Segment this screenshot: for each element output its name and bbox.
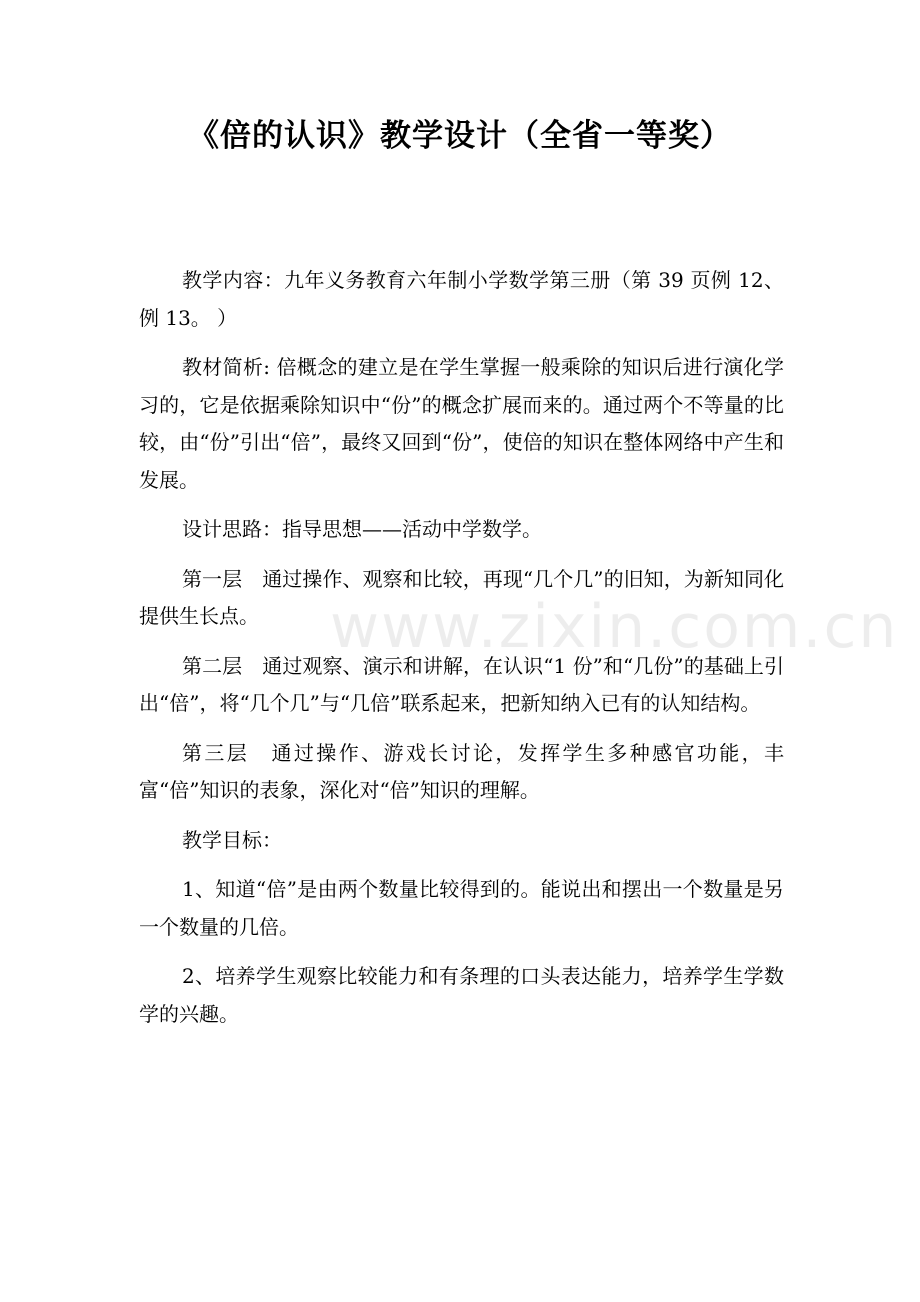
paragraph-layer-one: 第一层 通过操作、观察和比较，再现“几个几”的旧知，为新知同化提供生长点。	[139, 566, 784, 628]
paragraph-design-idea: 设计思路：指导思想——活动中学数学。	[182, 517, 542, 541]
paragraph-goal-two: 2、培养学生观察比较能力和有条理的口头表达能力，培养学生学数学的兴趣。	[139, 964, 784, 1026]
paragraph-material-analysis: 教材简析: 倍概念的建立是在学生掌握一般乘除的知识后进行演化学习的，它是依据乘除知识中“份”的概念扩展而来的。通过两个不等量的比较，由“份”引出“倍”，最终又回到“份”，使倍的知识在整体网络中产生和发展。	[139, 355, 784, 492]
paragraph-layer-three: 第三层 通过操作、游戏长讨论，发挥学生多种感官功能，丰富“倍”知识的表象，深化对“倍”知识的理解。	[139, 740, 784, 802]
paragraph-teaching-goals-heading: 教学目标：	[182, 827, 282, 852]
paragraph-teaching-content: 教学内容：九年义务教育六年制小学数学第三册（第 39 页例 12、例 13。 ）	[139, 268, 784, 330]
watermark: www.zixin.com.cn	[330, 592, 899, 662]
document-title: 《倍的认识》教学设计（全省一等奖）	[188, 118, 732, 154]
document-body	[139, 262, 784, 1045]
paragraph-layer-two: 第二层 通过观察、演示和讲解，在认识“1 份”和“几份”的基础上引出“倍”，将“几个几”与“几倍”联系起来，把新知纳入已有的认知结构。	[139, 653, 784, 715]
paragraph-goal-one: 1、知道“倍”是由两个数量比较得到的。能说出和摆出一个数量是另一个数量的几倍。	[139, 877, 784, 939]
